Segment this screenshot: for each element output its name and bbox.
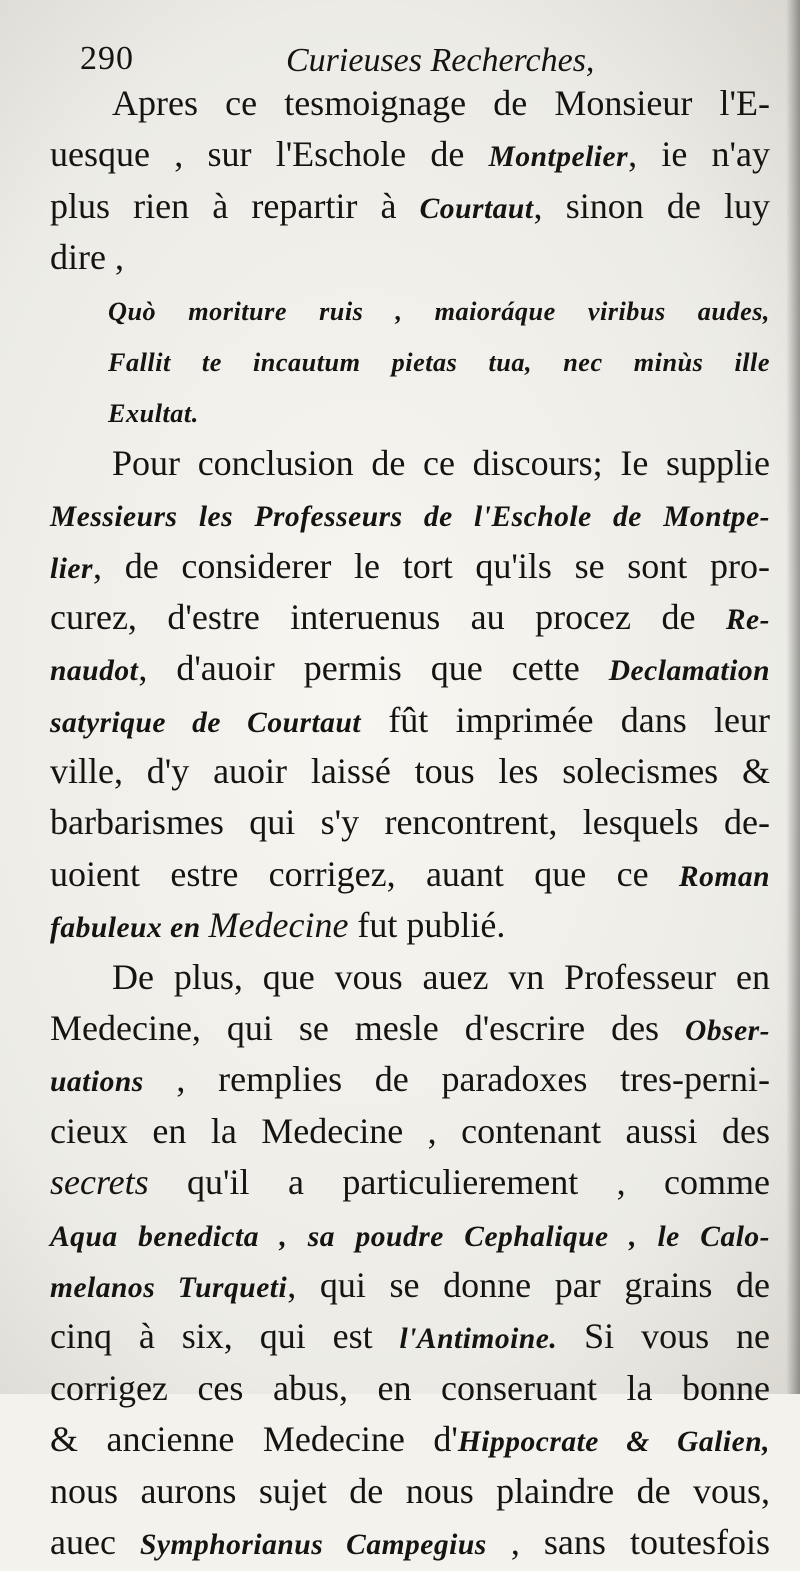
text-line [50,1311,770,1362]
italic-text: Obser- [685,1015,770,1048]
roman-text: , ie n'ay [628,134,771,175]
italic-text: l'Antimoine. [399,1323,558,1356]
italic-text: Montpelier [488,141,629,174]
running-head: Curieuses Recherches, [286,42,595,79]
italic-text: naudot [50,655,139,688]
text-line [50,541,770,592]
roman-text: , qui se donne par grains de [287,1264,770,1305]
italic-text: satyrique de Courtaut [50,706,362,739]
text-line [50,1106,770,1157]
text-line [50,438,770,489]
text-line [50,643,770,694]
italic-text: Declamation [608,655,770,688]
roman-text: Si vous ne [557,1316,770,1357]
italic-text: Hippocrate & Galien, [457,1426,770,1459]
roman-text: Apres ce tesmoignage de Monsieur l'E- [112,83,770,123]
roman-text: cinq à six, qui est [50,1316,400,1357]
text-line [50,1414,770,1465]
roman-text: , remplies de paradoxes tres-perni- [143,1059,770,1100]
italic-text: Fallit te incautum pietas tua, nec minùs ille [108,347,770,377]
text-line [50,746,770,797]
roman-text: auec [50,1521,141,1562]
roman-text: ville, d'y auoir laissé tous les solecismes & [50,751,770,792]
italic-text: Symphorianus Campegius [140,1528,487,1561]
text-line [50,284,770,335]
italic-text: Courtaut [419,192,534,225]
roman-text: fût imprimée dans leur [361,699,770,740]
text-line [50,1517,770,1568]
text-line [50,386,770,437]
roman-text: Pour conclusion de ce discours; Ie supplie [112,442,770,483]
text-line [50,1260,770,1311]
page-number: 290 [80,40,134,77]
roman-text: uoient estre corrigez, auant que ce [50,853,679,894]
italic-text: Roman [678,860,770,893]
roman-text: & ancienne Medecine d' [50,1419,458,1460]
text-line [50,952,770,1003]
roman-text: , sinon de luy [533,185,770,226]
roman-text: Medecine, qui se mesle d'escrire des [50,1008,686,1049]
text-line [50,1363,770,1414]
text-line [50,900,770,951]
roman-text: curez, d'estre interuenus au procez de [50,596,726,637]
italic-text: Medecine [208,905,349,946]
roman-text: cieux en la Medecine , contenant aussi des [50,1110,770,1151]
text-line [50,1054,770,1105]
roman-text: plus rien à repartir à [50,185,420,226]
roman-text: fut publié. [348,905,506,946]
roman-text: De plus, que vous auez vn Professeur en [112,956,770,997]
text-line [50,849,770,900]
roman-text: barbarismes qui s'y rencontrent, lesquels de- [50,802,770,843]
text-line [50,797,770,848]
roman-text: , d'auoir permis que cette [138,648,609,689]
roman-text: corrigez ces abus, en conseruant la bonne [50,1367,770,1408]
text-line [50,489,770,540]
italic-text: secrets [50,1162,149,1203]
roman-text: uesque , sur l'Eschole de [50,134,489,175]
text-line [50,129,770,180]
roman-text: nous aurons sujet de nous plaindre de vous, [50,1470,770,1511]
text-line [50,1209,770,1260]
text-line [50,78,770,129]
roman-text: , de considerer le tort qu'ils se sont pro- [93,545,770,586]
text-line [50,335,770,386]
text-line [50,695,770,746]
italic-text: lier [50,552,93,585]
text-line [50,1157,770,1208]
roman-text: dire , [50,237,124,278]
roman-text: , sans toutesfois [486,1521,770,1562]
italic-text: fabuleux en [50,912,209,945]
italic-text: Re- [725,603,770,636]
italic-text: uations [50,1066,144,1099]
italic-text: Messieurs les Professeurs de l'Eschole de Montpe- [50,501,770,534]
italic-text: Aqua benedicta , sa poudre Cephalique , le Calo- [50,1220,770,1253]
text-line [50,1466,770,1517]
italic-text: Exultat. [108,399,199,429]
text-line [50,181,770,232]
italic-text: Quò moriture ruis , maioráque viribus audes, [108,296,770,326]
text-line [50,592,770,643]
text-line [50,1003,770,1054]
text-line [50,232,770,283]
page-edge-shadow [786,0,800,1394]
body-text [50,78,770,1568]
italic-text: melanos Turqueti [50,1271,288,1304]
roman-text: qu'il a particulierement , comme [148,1162,770,1203]
